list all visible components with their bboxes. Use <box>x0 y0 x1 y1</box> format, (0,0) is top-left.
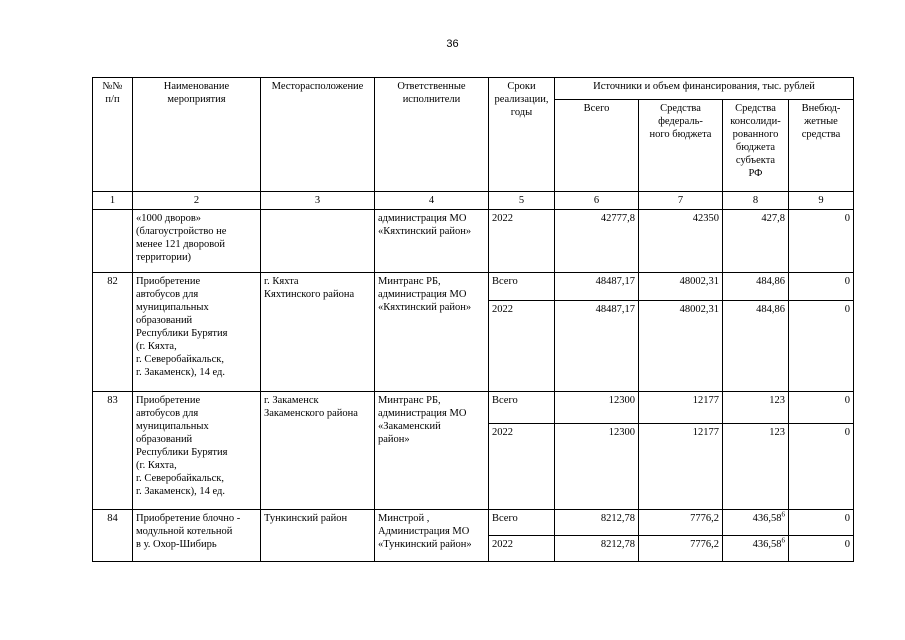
row-consolidated: 436,58$^6$ <box>723 536 789 562</box>
row-federal: 42350 <box>639 210 723 273</box>
row-offbudget: 0 <box>789 273 854 301</box>
table-header <box>93 78 854 210</box>
financing-table <box>92 77 854 562</box>
row-name: Приобретение автобусов для муниципальных образований Республики Бурятия (г. Кяхта, г. Северобайкальск, г. Закаменск), 14 ед. <box>133 273 261 392</box>
row-executors: Минстрой , Администрация МО «Тункинский район» <box>375 510 489 562</box>
row-period: Всего <box>489 392 555 424</box>
row-consolidated: 436,58$^6$ <box>723 510 789 536</box>
column-numbers-row <box>93 192 854 210</box>
row-consolidated: 484,86 <box>723 273 789 301</box>
row-total: 48487,17 <box>555 273 639 301</box>
table-row <box>93 273 854 301</box>
row-name: Приобретение автобусов для муниципальных образований Республики Бурятия (г. Кяхта, г. Северобайкальск, г. Закаменск), 14 ед. <box>133 392 261 510</box>
column-number: 2 <box>133 192 261 210</box>
row-period: 2022 <box>489 424 555 510</box>
table-row <box>93 392 854 424</box>
row-offbudget: 0 <box>789 536 854 562</box>
row-total: 12300 <box>555 424 639 510</box>
header-num: №№ п/п <box>93 78 133 192</box>
column-number: 3 <box>261 192 375 210</box>
header-total: Всего <box>555 100 639 192</box>
row-period: 2022 <box>489 210 555 273</box>
table-row <box>93 510 854 536</box>
row-num: 82 <box>93 273 133 392</box>
row-total: 42777,8 <box>555 210 639 273</box>
row-total: 12300 <box>555 392 639 424</box>
row-total: 8212,78 <box>555 510 639 536</box>
table-row <box>93 210 854 273</box>
header-name: Наименование мероприятия <box>133 78 261 192</box>
row-federal: 12177 <box>639 424 723 510</box>
row-location <box>261 210 375 273</box>
header-offbudget: Внебюд- жетные средства <box>789 100 854 192</box>
row-location: г. Закаменск Закаменского района <box>261 392 375 510</box>
row-consolidated: 123 <box>723 424 789 510</box>
row-consolidated: 484,86 <box>723 301 789 392</box>
column-number: 1 <box>93 192 133 210</box>
row-federal: 12177 <box>639 392 723 424</box>
row-federal: 48002,31 <box>639 301 723 392</box>
row-executors: Минтранс РБ, администрация МО «Кяхтинский район» <box>375 273 489 392</box>
column-number: 4 <box>375 192 489 210</box>
header-consolidated: Средства консолиди- рованного бюджета субъекта РФ <box>723 100 789 192</box>
row-location: Тункинский район <box>261 510 375 562</box>
header-executors: Ответственные исполнители <box>375 78 489 192</box>
header-funding: Источники и объем финансирования, тыс. рублей <box>555 78 854 100</box>
column-number: 6 <box>555 192 639 210</box>
row-total: 8212,78 <box>555 536 639 562</box>
column-number: 9 <box>789 192 854 210</box>
row-num <box>93 210 133 273</box>
row-offbudget: 0 <box>789 510 854 536</box>
header-location: Месторасположение <box>261 78 375 192</box>
row-offbudget: 0 <box>789 392 854 424</box>
row-offbudget: 0 <box>789 301 854 392</box>
row-num: 84 <box>93 510 133 562</box>
column-number: 7 <box>639 192 723 210</box>
row-period: 2022 <box>489 301 555 392</box>
row-total: 48487,17 <box>555 301 639 392</box>
row-location: г. Кяхта Кяхтинского района <box>261 273 375 392</box>
column-number: 8 <box>723 192 789 210</box>
row-name: «1000 дворов» (благоустройство не менее 121 дворовой территории) <box>133 210 261 273</box>
row-federal: 48002,31 <box>639 273 723 301</box>
row-consolidated: 123 <box>723 392 789 424</box>
row-federal: 7776,2 <box>639 510 723 536</box>
header-federal: Средства федераль- ного бюджета <box>639 100 723 192</box>
column-number: 5 <box>489 192 555 210</box>
row-offbudget: 0 <box>789 210 854 273</box>
row-executors: Минтранс РБ, администрация МО «Закаменский район» <box>375 392 489 510</box>
row-num: 83 <box>93 392 133 510</box>
header-period: Сроки реализации, годы <box>489 78 555 192</box>
row-period: Всего <box>489 510 555 536</box>
row-consolidated: 427,8 <box>723 210 789 273</box>
page-number: 36 <box>446 38 459 50</box>
row-period: Всего <box>489 273 555 301</box>
row-executors: администрация МО «Кяхтинский район» <box>375 210 489 273</box>
row-name: Приобретение блочно - модульной котельной в у. Охор-Шибирь <box>133 510 261 562</box>
row-offbudget: 0 <box>789 424 854 510</box>
row-period: 2022 <box>489 536 555 562</box>
row-federal: 7776,2 <box>639 536 723 562</box>
